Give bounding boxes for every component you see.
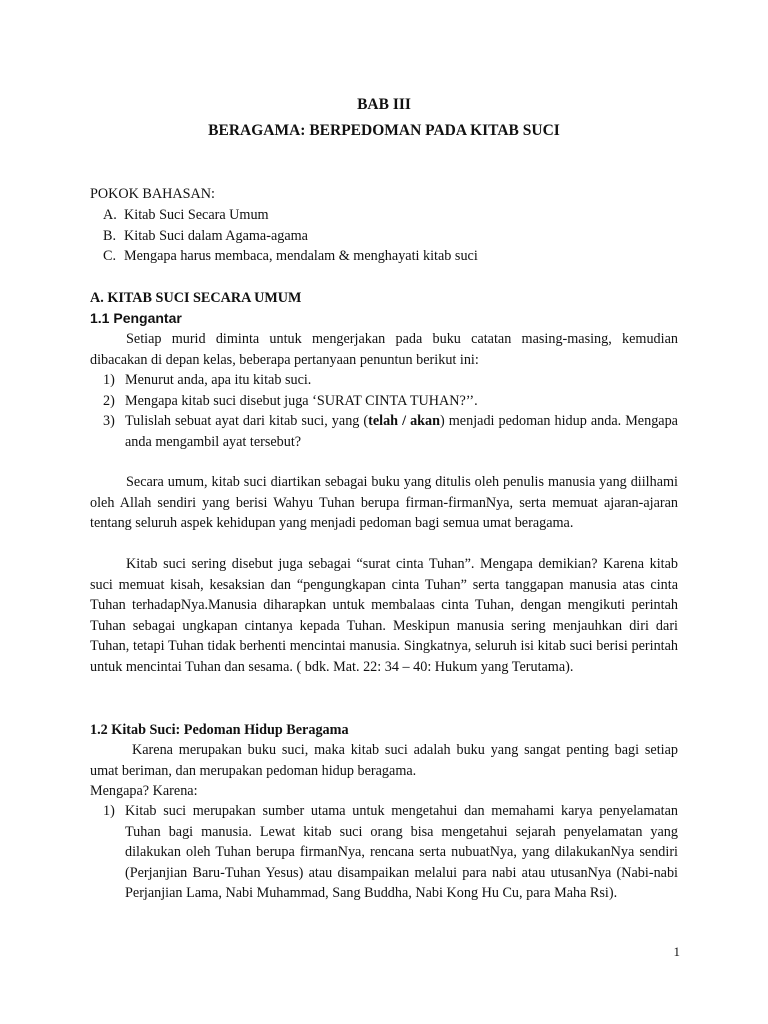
list-marker: 1) — [103, 372, 115, 388]
emphasis-separator: / — [398, 413, 411, 430]
list-marker: 2) — [103, 392, 115, 409]
list-item-text: Menurut anda, apa itu kitab suci. — [125, 372, 312, 388]
list-item — [90, 801, 678, 904]
why-label: Mengapa? Karena: — [90, 783, 198, 799]
intro-paragraph: Setiap murid diminta untuk mengerjakan pada buku catatan masing-masing, kemudian dibacakan di depan kelas, beberapa pertanyaan penuntun berikut ini: — [90, 331, 678, 368]
chapter-label: BAB III — [357, 96, 411, 113]
list-item — [90, 370, 678, 391]
list-item-text: Kitab Suci dalam Agama-agama — [124, 227, 308, 244]
chapter-title: BERAGAMA: BERPEDOMAN PADA KITAB SUCI — [208, 122, 560, 139]
list-item — [90, 391, 678, 412]
list-item-text-end: ) menjadi pedoman hidup anda. Mengapa anda mengambil ayat tersebut? — [125, 413, 678, 450]
body-paragraph-1: Secara umum, kitab suci diartikan sebagai buku yang ditulis oleh penulis manusia yang diilhami oleh Allah sendiri yang berisi Wahyu Tuhan berupa firman-firmanNya, serta memuat ajaran-ajaran tentang seluruh aspek kehidupan yang menjadi pedoman bagi semua umat beragama. — [90, 474, 678, 532]
body-paragraph-3: Karena merupakan buku suci, maka kitab suci adalah buku yang sangat penting bagi setiap umat beriman, dan merupakan pedoman hidup beragama. — [90, 742, 678, 779]
list-marker: 1) — [103, 803, 115, 819]
list-item-text: Mengapa kitab suci disebut juga ‘SURAT CINTA TUHAN?’’. — [125, 392, 478, 409]
body-paragraph-2: Kitab suci sering disebut juga sebagai “surat cinta Tuhan”. Mengapa demikian? Karena kitab suci memuat kisah, kesaksian dan “pengungkapan cinta Tuhan” serta tanggapan manusia atas cinta Tuhan terhadapNya.Manusia diharapkan untuk membalaas cinta Tuhan, dengan mengikuti perintah Tuhan sebagai ungkapan cintanya kepada Tuhan. Meskipun manusia sering menjauhkan diri dari Tuhan, tetapi Tuhan tidak berhenti mencintai manusia. Singkatnya, seluruh isi kitab suci berisi perintah untuk mencintai Tuhan dan sesama. ( bdk. Mat. 22: 34 – 40: Hukum yang Terutama). — [90, 556, 678, 675]
list-item — [90, 246, 678, 267]
questions-list — [90, 370, 678, 452]
list-marker: B. — [103, 227, 117, 244]
subsection-1-2-title: 1.2 Kitab Suci: Pedoman Hidup Beragama — [90, 722, 349, 738]
list-item — [90, 411, 678, 452]
list-marker: C. — [103, 248, 117, 265]
list-item-text: Kitab suci merupakan sumber utama untuk mengetahui dan memahami karya penyelamatan Tuhan bagi manusia. Lewat kitab suci orang bisa mengetahui sejarah penyelamatan yang dilakukan oleh Tuhan berupa firmanNya, rencana serta nubuatNya, yang dilakukanNya sendiri (Perjanjian Baru-Tuhan Yesus) atau disampaikan melalui para nabi atau utusanNya (Nabi-nabi Perjanjian Lama, Nabi Muhammad, Sang Buddha, Nabi Kong Hu Cu, para Maha Rsi). — [125, 803, 678, 902]
emphasis-telah: telah — [368, 413, 399, 430]
list-marker: 3) — [103, 413, 115, 430]
list-item-text: Kitab Suci Secara Umum — [124, 207, 269, 223]
section-a-title: A. KITAB SUCI SECARA UMUM — [90, 290, 302, 306]
list-item-text: Mengapa harus membaca, mendalam & menghayati kitab suci — [124, 248, 478, 265]
list-item-text-start: Tulislah sebuat ayat dari kitab suci, yang ( — [125, 413, 369, 430]
emphasis-akan: akan — [410, 413, 441, 430]
topics-label: POKOK BAHASAN: — [90, 186, 215, 202]
reasons-list — [90, 801, 678, 904]
list-item — [90, 205, 678, 226]
list-item — [90, 226, 678, 247]
topics-list — [90, 205, 678, 267]
subsection-1-1-title: 1.1 Pengantar — [90, 310, 182, 326]
list-marker: A. — [103, 207, 117, 223]
page-number: 1 — [673, 944, 680, 959]
